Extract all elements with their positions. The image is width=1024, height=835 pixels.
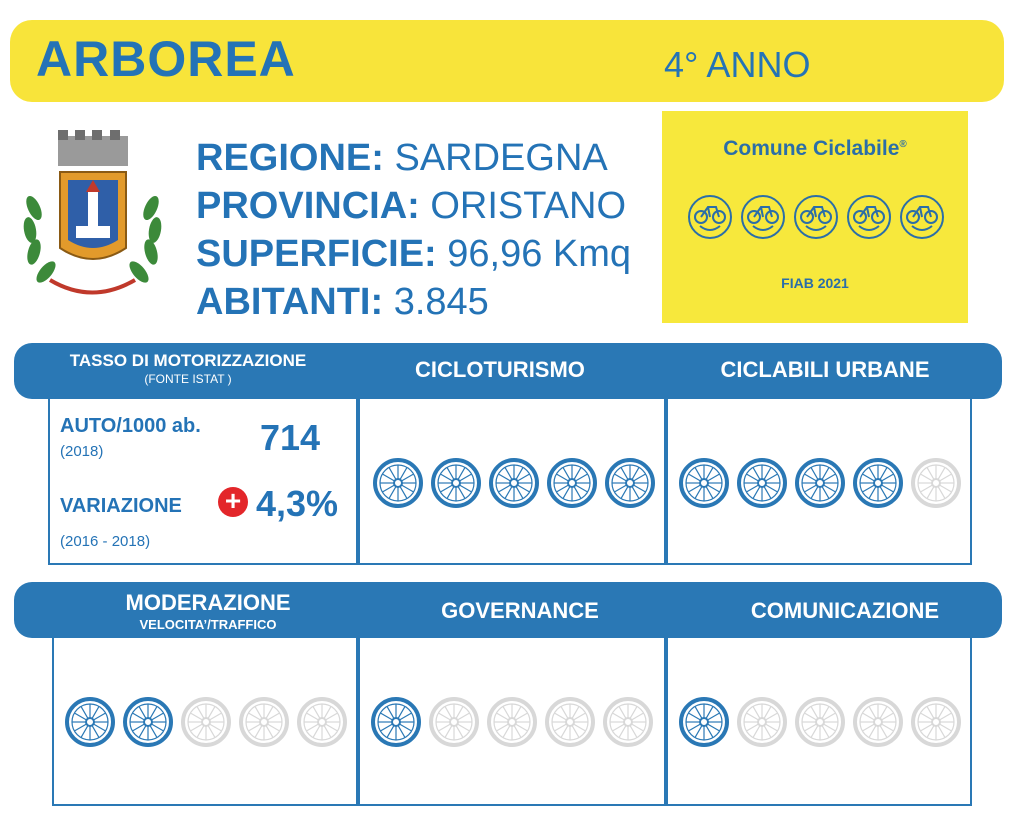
ciclabili-rating	[678, 457, 962, 509]
bike-wheel-icon-empty	[486, 696, 538, 748]
bike-wheel-icon-filled	[794, 457, 846, 509]
bike-wheel-icon-filled	[372, 457, 424, 509]
auto-label: AUTO/1000 ab.	[60, 415, 201, 437]
bike-wheel-icon-filled	[678, 696, 730, 748]
bike-wheel-icon-empty	[602, 696, 654, 748]
coat-of-arms-icon	[20, 130, 165, 310]
bike-wheel-icon-empty	[910, 457, 962, 509]
info-value: 3.845	[393, 281, 489, 323]
bike-wheel-icon-empty	[794, 696, 846, 748]
ciclabili-panel	[666, 399, 972, 565]
cicloturismo-rating	[372, 457, 656, 509]
bike-smiley-icon	[845, 193, 893, 241]
comunicazione-panel	[666, 638, 972, 806]
moderazione-rating	[64, 696, 348, 748]
bike-wheel-icon-empty	[852, 696, 904, 748]
variation-years: (2016 - 2018)	[60, 533, 151, 550]
bike-smiley-icon	[792, 193, 840, 241]
motorization-subtitle: (FONTE ISTAT )	[144, 372, 232, 386]
badge-footer: FIAB 2021	[781, 275, 849, 291]
moderazione-subtitle: VELOCITA’/TRAFFICO	[139, 617, 277, 632]
governance-title: GOVERNANCE	[441, 598, 599, 623]
info-value: 96,96 Kmq	[447, 233, 632, 275]
auto-value: 714	[260, 417, 321, 458]
bike-wheel-icon-empty	[544, 696, 596, 748]
info-label: SUPERFICIE:	[196, 233, 437, 275]
comunicazione-rating	[678, 696, 962, 748]
info-value: SARDEGNA	[394, 137, 608, 179]
info-abitanti	[196, 278, 489, 326]
city-name: ARBOREA	[36, 31, 296, 87]
variation-label: VARIAZIONE	[60, 495, 182, 517]
badge-title-text: Comune Ciclabile	[723, 137, 900, 160]
bike-wheel-icon-filled	[678, 457, 730, 509]
governance-rating	[370, 696, 654, 748]
motorization-title: TASSO DI MOTORIZZAZIONE	[69, 351, 307, 370]
bike-wheel-icon-filled	[546, 457, 598, 509]
variation-value: 4,3%	[256, 483, 339, 524]
info-label: REGIONE:	[196, 137, 384, 179]
bike-wheel-icon-filled	[852, 457, 904, 509]
motorization-panel	[48, 399, 358, 565]
bike-wheel-icon-filled	[736, 457, 788, 509]
bike-wheel-icon-filled	[430, 457, 482, 509]
badge-title	[662, 137, 968, 161]
moderazione-title: MODERAZIONE	[125, 590, 291, 615]
badge-smiley-row	[686, 193, 946, 243]
moderazione-panel	[52, 638, 358, 806]
info-superficie	[196, 230, 631, 278]
info-label: ABITANTI:	[196, 281, 384, 323]
bike-wheel-icon-filled	[604, 457, 656, 509]
comunicazione-title: COMUNICAZIONE	[750, 598, 940, 623]
bike-wheel-icon-empty	[180, 696, 232, 748]
year-label: 4° ANNO	[664, 44, 811, 85]
bike-wheel-icon-empty	[910, 696, 962, 748]
info-provincia	[196, 182, 626, 230]
info-value: ORISTANO	[430, 185, 626, 227]
auto-year: (2018)	[60, 443, 104, 460]
bike-wheel-icon-filled	[370, 696, 422, 748]
bike-wheel-icon-filled	[122, 696, 174, 748]
bike-wheel-icon-empty	[296, 696, 348, 748]
governance-panel	[358, 638, 666, 806]
bike-wheel-icon-empty	[736, 696, 788, 748]
bike-wheel-icon-empty	[238, 696, 290, 748]
plus-icon: +	[218, 487, 248, 517]
bike-smiley-icon	[686, 193, 734, 241]
bike-smiley-icon	[898, 193, 946, 241]
registered-mark: ®	[899, 139, 907, 150]
ciclabili-title: CICLABILI URBANE	[720, 357, 930, 382]
cicloturismo-title: CICLOTURISMO	[415, 357, 585, 382]
comune-ciclabile-badge	[662, 111, 968, 323]
cicloturismo-panel	[358, 399, 666, 565]
bike-wheel-icon-filled	[64, 696, 116, 748]
info-regione	[196, 134, 608, 182]
bike-wheel-icon-filled	[488, 457, 540, 509]
info-label: PROVINCIA:	[196, 185, 420, 227]
bike-wheel-icon-empty	[428, 696, 480, 748]
bike-smiley-icon	[739, 193, 787, 241]
